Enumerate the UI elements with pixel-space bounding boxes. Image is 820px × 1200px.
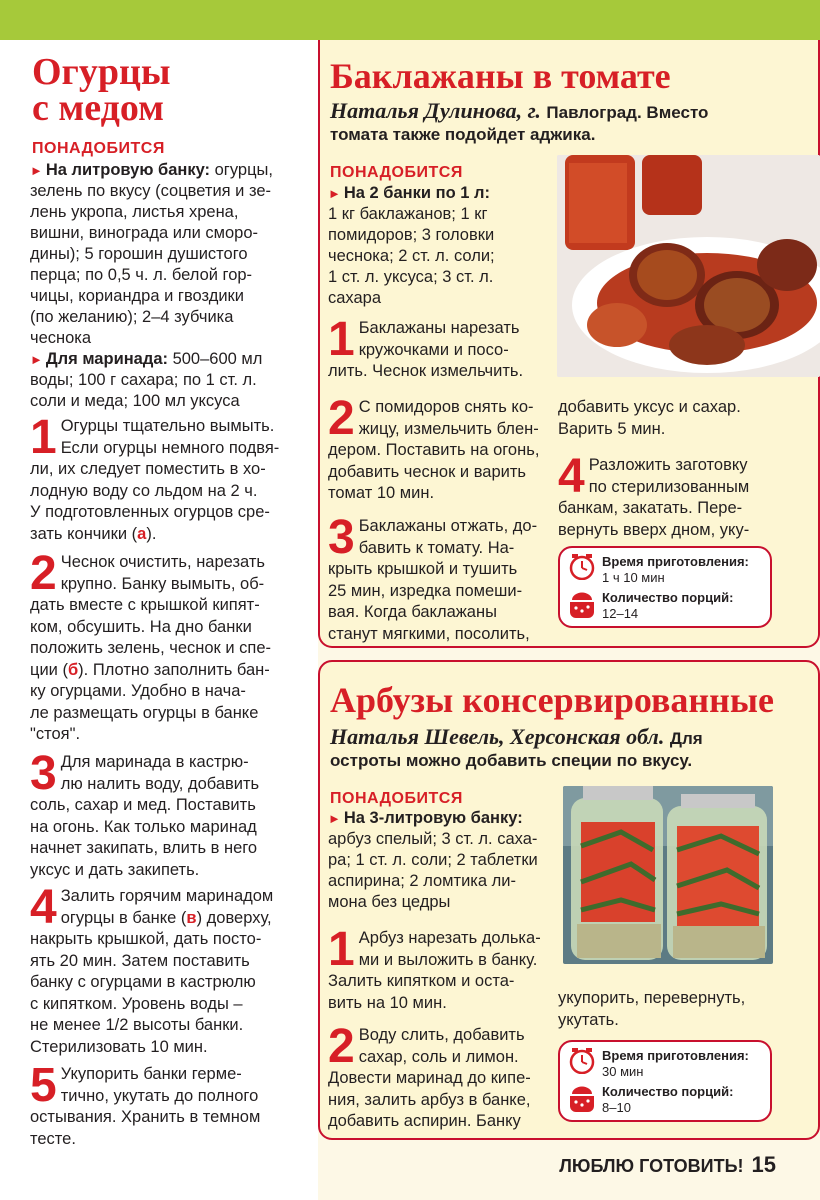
pot-icon — [567, 1086, 597, 1114]
cook-time-value: 30 мин — [602, 1064, 644, 1079]
recipe1-step-4: 4 Залить горячим маринадом огурцы в банке (в) доверху, накрыть крышкой, дать посто- ять 20 мин. Затем поставить банку с огурцами в кастрюлю с кипятком. Уровень воды – не менее 1/2 высоты банки. Стерилизовать 10 мин. — [30, 881, 274, 1056]
recipe1-step-5: 5 Укупорить банки герме- тично, укутать до полного остывания. Хранить в темном тесте. — [30, 1059, 261, 1148]
timer-icon — [568, 1048, 596, 1074]
step-number: 2 — [328, 1020, 355, 1073]
recipe2-step-1: 1 Баклажаны нарезать кружочками и посо- лить. Чеснок измельчить. — [328, 313, 524, 380]
eggplant-photo — [557, 155, 820, 377]
recipe2-ingredients: ► На 2 банки по 1 л: 1 кг баклажанов; 1 кг помидоров; 3 головки чеснока; 2 ст. л. соли; 1 ст. л. уксуса; 3 ст. л. сахара — [328, 184, 495, 307]
recipe1-ingredients: ► На литровую банку: огурцы, зелень по вкусу (соцветия и зе- лень укропа, листья хрена, вишни, винограда или сморо- дины); 5 горошин душистого перца; по 0,5 ч. л. белой гор- чицы, кориандра и гвоздики (по желанию); 2–4 зубчика чеснока ► Для маринада: 500–600 мл воды; 100 г сахара; по 1 ст. л. соли и меда; 100 мл уксуса — [30, 161, 273, 410]
recipe2-info-box — [558, 546, 772, 628]
cook-time-label: Время приготовления: — [602, 1048, 749, 1063]
recipe1-title-line2: с медом — [32, 87, 164, 129]
bullet-arrow-icon: ► — [328, 811, 341, 826]
recipe3-needs-label: ПОНАДОБИТСЯ — [330, 790, 463, 807]
cook-time-label: Время приготовления: — [602, 554, 749, 569]
step-number: 4 — [30, 881, 57, 934]
recipe2-step-3: 3 Баклажаны отжать, до- бавить к томату. На- крыть крышкой и тушить 25 мин, изредка помеши- вая. Когда баклажаны станут мягкими, посолить, — [328, 511, 538, 643]
recipe3-ingredients: ► На 3-литровую банку: арбуз спелый; 3 ст. л. саха- ра; 1 ст. л. соли; 2 таблетки аспирина; 2 ломтика ли- мона без цедры — [328, 809, 538, 911]
recipe3-info-box — [558, 1040, 772, 1122]
recipe3-step-2: 2 Воду слить, добавить сахар, соль и лимон. Довести маринад до кипе- ния, залить арбуз в банке, добавить аспирин. Банку — [328, 1020, 531, 1130]
recipe2-step-2: 2 С помидоров снять ко- жицу, измельчить блен- дером. Поставить на огонь, добавить чеснок и варить томат 10 мин. — [328, 392, 540, 502]
recipe1-needs-label: ПОНАДОБИТСЯ — [32, 140, 165, 157]
step-number: 2 — [328, 392, 355, 445]
recipe1-title-line1: Огурцы — [32, 51, 171, 93]
timer-icon — [568, 554, 596, 580]
page-number: 15 — [751, 1152, 776, 1177]
step-number: 5 — [30, 1059, 57, 1112]
portions-label: Количество порций: — [602, 590, 734, 605]
bullet-arrow-icon: ► — [30, 163, 43, 178]
step-number: 2 — [30, 547, 57, 600]
recipe1-title — [32, 51, 171, 129]
pot-icon — [567, 592, 597, 620]
step-number: 1 — [328, 313, 355, 366]
bullet-arrow-icon: ► — [30, 352, 43, 367]
portions-label: Количество порций: — [602, 1084, 734, 1099]
cook-time-value: 1 ч 10 мин — [602, 570, 665, 585]
watermelon-jars-photo — [563, 786, 773, 964]
recipe3-step-1: 1 Арбуз нарезать долька- ми и выложить в банку. Залить кипятком и оста- вить на 10 мин. — [328, 923, 541, 1012]
recipe2-needs-label: ПОНАДОБИТСЯ — [330, 164, 463, 181]
recipe1-step-3: 3 Для маринада в кастрю- лю налить воду, добавить соль, сахар и мед. Поставить на огонь. Как только маринад начнет закипать, влить в него уксус и дать закипеть. — [30, 747, 260, 879]
recipe2-author: Наталья Дулинова, г. Павлоград. Вместо — [330, 98, 709, 123]
step-number: 1 — [328, 923, 355, 976]
recipe2-intro: томата также подойдет аджика. — [330, 125, 596, 144]
page-footer — [559, 1152, 776, 1178]
top-color-band — [0, 0, 820, 40]
step-number: 3 — [328, 511, 355, 564]
step-number: 1 — [30, 411, 57, 464]
recipe2-step-4: 4 Разложить заготовку по стерилизованным банкам, закатать. Пере- вернуть вверх дном, уку- — [558, 450, 750, 539]
recipe3-title: Арбузы консервированные — [330, 680, 774, 720]
portions-value: 8–10 — [602, 1100, 631, 1115]
recipe2-step-3-continued: добавить уксус и сахар. Варить 5 мин. — [558, 398, 741, 438]
portions-value: 12–14 — [602, 606, 639, 621]
recipe3-intro: остроты можно добавить специи по вкусу. — [330, 751, 693, 770]
step-number: 3 — [30, 747, 57, 800]
recipe1-step-1: 1 Огурцы тщательно вымыть. Если огурцы немного подвя- ли, их следует поместить в хо- лодную воду со льдом на 2 ч. У подготовленных огурцов сре- зать кончики (а). — [30, 411, 280, 543]
bullet-arrow-icon: ► — [328, 186, 341, 201]
recipe3-author: Наталья Шевель, Херсонская обл. Для — [330, 724, 703, 749]
recipe3-step-2-continued: укупорить, перевернуть, укутать. — [558, 989, 746, 1029]
step-number: 4 — [558, 450, 585, 503]
magazine-name: ЛЮБЛЮ ГОТОВИТЬ! — [559, 1156, 744, 1176]
recipe1-step-2: 2 Чеснок очистить, нарезать крупно. Банку вымыть, об- дать вместе с крышкой кипят- ком, обсушить. На дно банки положить зелень, чеснок и спе- ции (б). Плотно заполнить бан- ку огурцами. Удобно в нача- ле размещать огурцы в банке "стоя". — [30, 547, 272, 743]
recipe2-title: Баклажаны в томате — [330, 56, 671, 96]
